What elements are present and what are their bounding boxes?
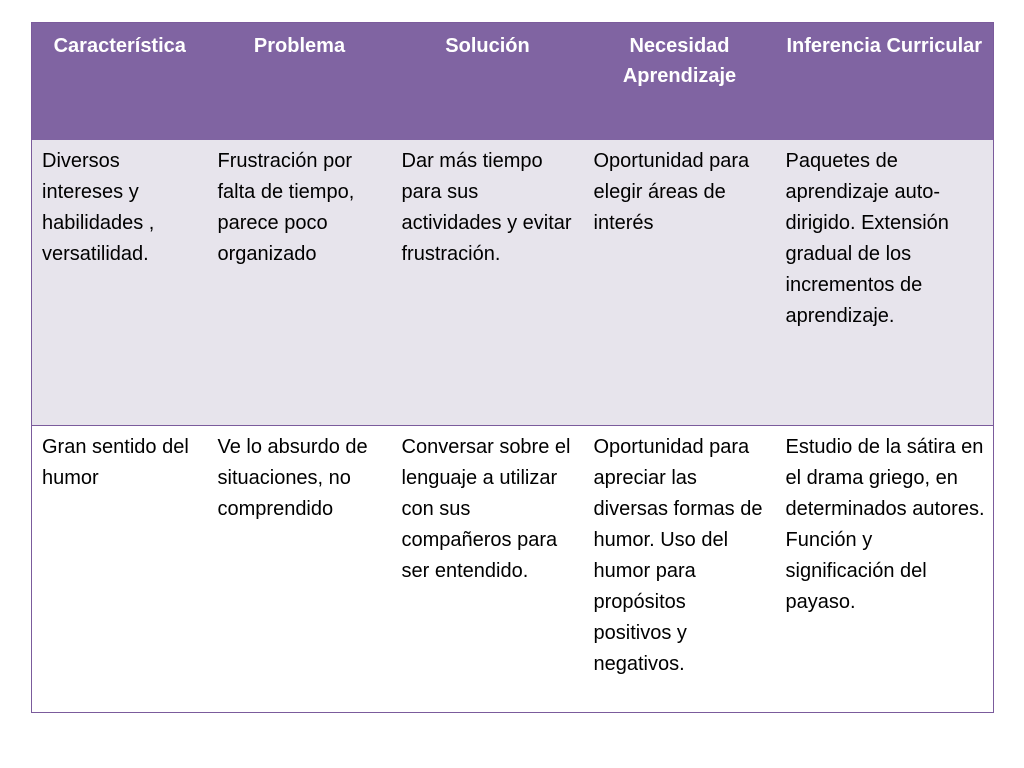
table-header [32, 23, 994, 140]
header-caracteristica: Característica [32, 23, 208, 140]
cell-necesidad: Oportunidad para apreciar las diversas formas de humor. Uso del humor para propósitos positivos y negativos. [584, 426, 776, 713]
header-necesidad-aprendizaje: Necesidad Aprendizaje [584, 23, 776, 140]
cell-caracteristica: Gran sentido del humor [32, 426, 208, 713]
header-solucion: Solución [392, 23, 584, 140]
curriculum-table [31, 22, 994, 713]
cell-inferencia: Estudio de la sátira en el drama griego, en determinados autores. Función y significación del payaso. [776, 426, 994, 713]
cell-caracteristica: Diversos intereses y habilidades , versatilidad. [32, 140, 208, 426]
cell-solucion: Dar más tiempo para sus actividades y evitar frustración. [392, 140, 584, 426]
cell-necesidad: Oportunidad para elegir áreas de interés [584, 140, 776, 426]
cell-inferencia: Paquetes de aprendizaje auto-dirigido. Extensión gradual de los incrementos de aprendizaje. [776, 140, 994, 426]
header-inferencia-curricular: Inferencia Curricular [776, 23, 994, 140]
cell-solucion: Conversar sobre el lenguaje a utilizar con sus compañeros para ser entendido. [392, 426, 584, 713]
header-row [32, 23, 994, 140]
cell-problema: Frustración por falta de tiempo, parece poco organizado [208, 140, 392, 426]
table-row [32, 140, 994, 426]
cell-problema: Ve lo absurdo de situaciones, no comprendido [208, 426, 392, 713]
header-problema: Problema [208, 23, 392, 140]
table-row [32, 426, 994, 713]
table-body [32, 140, 994, 713]
